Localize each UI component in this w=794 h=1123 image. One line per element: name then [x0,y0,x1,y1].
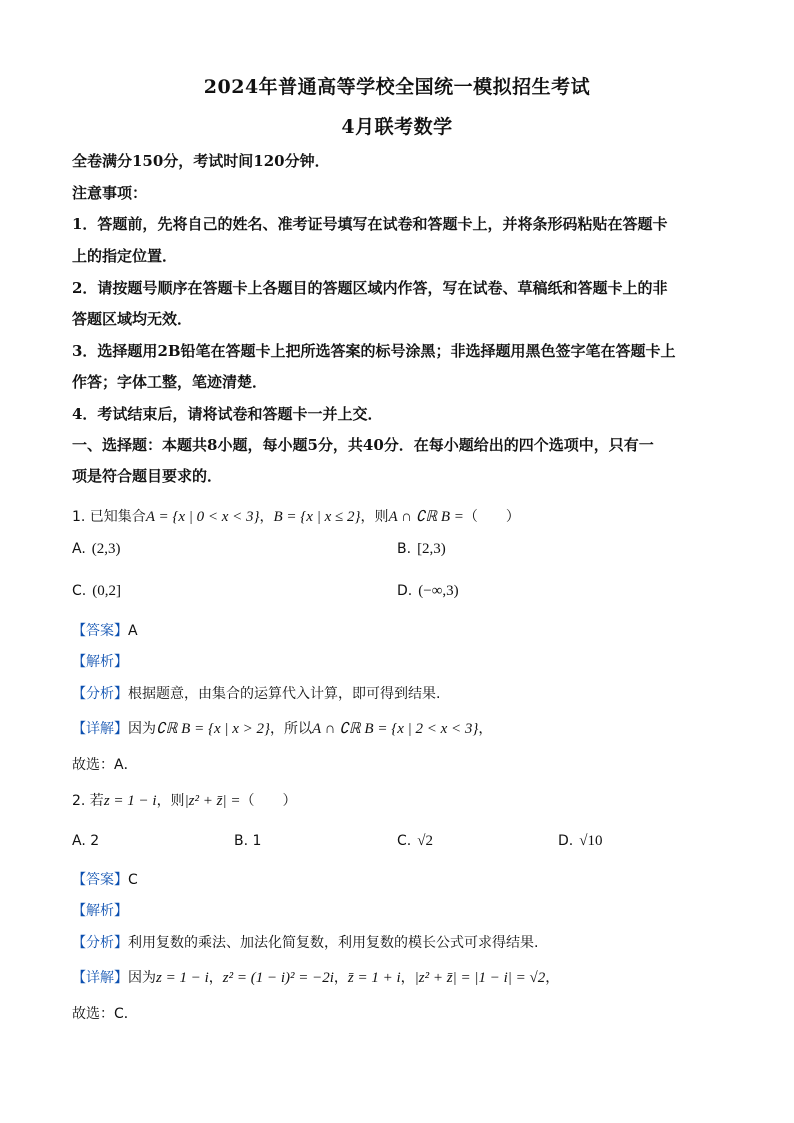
q2-answer-tag: 【答案】 [72,872,128,888]
q2-comma-4: ， [545,970,560,986]
q2-z-expr: z = 1 − i [103,793,157,809]
q2-comma-1: ， [208,970,223,986]
q1-answer-tag: 【答案】 [72,623,128,639]
q1-option-c-label: C. [72,583,87,599]
q2-comma-2: ， [333,970,348,986]
q2-fenxi-text: 利用复数的乘法、加法化简复数，利用复数的模长公式可求得结果. [128,935,539,951]
note-1-line-a: 1．答题前，先将自己的姓名、准考证号填写在试卷和答题卡上，并将条形码粘贴在答题卡 [72,215,668,233]
q1-option-d-label: D. [397,583,413,599]
q2-option-c [397,833,433,850]
q2-paren: （ ） [240,793,297,809]
q2-option-b: B. 1 [234,833,262,849]
q1-fenxi-text: 根据题意，由集合的运算代入计算，即可得到结果. [128,686,441,702]
exam-title: 2024年普通高等学校全国统一模拟招生考试 [203,76,591,98]
q1-option-c [72,583,121,600]
q1-fenxi-tag: 【分析】 [72,686,128,702]
q1-stem [72,506,520,526]
q1-option-d-value: (−∞,3) [418,583,459,599]
q1-option-b-value: [2,3) [417,541,446,557]
note-2-line-b: 答题区域均无效． [72,310,193,328]
q2-detail-prefix: 因为 [128,970,156,986]
note-4: 4．考试结束后，请将试卷和答题卡一并上交． [72,405,383,423]
notes-heading: 注意事项： [72,184,148,202]
q1-detail-prefix: 因为 [128,721,156,737]
q2-stem [72,790,296,810]
q1-detail-expr-1: ∁ℝ B = {x | x > 2} [156,721,271,737]
note-3-line-b: 作答；字体工整，笔迹清楚． [72,373,268,391]
q2-option-c-value: √2 [417,833,433,849]
q1-option-a-value: (2,3) [91,541,121,557]
q1-analysis-tag: 【解析】 [72,654,128,670]
q1-ask-expr: A ∩ ∁ℝ B = [388,509,464,525]
q2-stem-prefix: 2. 若 [72,793,104,809]
q1-option-c-value: (0,2] [92,583,121,599]
q1-ask-prefix: ，则 [360,509,389,525]
q2-detail-expr-3: z̄ = 1 + i [347,970,401,986]
q2-option-d-label: D. [558,833,574,849]
q1-detail-expr-2: A ∩ ∁ℝ B = {x | 2 < x < 3} [312,721,479,737]
q1-detail-end: ， [478,721,493,737]
q2-answer [72,869,138,889]
section-heading-a: 一、选择题：本题共8小题，每小题5分，共40分．在每小题给出的四个选项中，只有一 [72,436,654,454]
q2-fenxi [72,932,538,952]
section-heading-b: 项是符合题目要求的． [72,467,223,485]
q2-detail-tag: 【详解】 [72,970,128,986]
q2-option-d-value: √10 [579,833,603,849]
note-1-line-b: 上的指定位置． [72,247,178,265]
note-3-line-a: 3．选择题用2B铅笔在答题卡上把所选答案的标号涂黑；非选择题用黑色签字笔在答题卡上 [72,342,676,360]
q1-option-b-label: B. [397,541,412,557]
q2-choose: 故选：C． [72,1006,138,1022]
q2-ask-expr: |z² + z̄| = [184,793,241,809]
q1-detail [72,718,492,738]
q2-answer-value: C [128,872,138,888]
q2-option-a: A. 2 [72,833,100,849]
q2-ask-prefix: ，则 [156,793,185,809]
q1-detail-tag: 【详解】 [72,721,128,737]
q2-option-c-label: C. [397,833,412,849]
q1-answer [72,620,138,640]
q1-fenxi [72,683,440,703]
q2-detail-expr-2: z² = (1 − i)² = −2i [222,970,334,986]
q1-stem-prefix: 1. 已知集合 [72,509,146,525]
q1-paren: （ ） [463,509,520,525]
q1-option-d [397,583,459,600]
exam-subtitle: 4月联考数学 [341,116,453,138]
q2-comma-3: ， [400,970,415,986]
q1-separator: ， [259,509,274,525]
q2-detail-expr-1: z = 1 − i [156,970,209,986]
q1-set-a: A = {x | 0 < x < 3} [145,509,260,525]
q1-option-a-label: A. [72,541,86,557]
q2-detail [72,967,559,987]
q2-analysis-tag: 【解析】 [72,903,128,919]
q1-set-b: B = {x | x ≤ 2} [273,509,361,525]
q1-answer-value: A [128,623,138,639]
q1-detail-mid: ，所以 [270,721,313,737]
intro-score-line: 全卷满分150分，考试时间120分钟． [72,152,330,170]
q1-option-a [72,541,121,558]
q1-choose: 故选：A． [72,757,138,773]
q1-option-b [397,541,446,558]
q2-option-d [558,833,602,850]
q2-fenxi-tag: 【分析】 [72,935,128,951]
note-2-line-a: 2．请按题号顺序在答题卡上各题目的答题区域内作答，写在试卷、草稿纸和答题卡上的非 [72,279,668,297]
q2-detail-expr-4: |z² + z̄| = |1 − i| = √2 [414,970,546,986]
